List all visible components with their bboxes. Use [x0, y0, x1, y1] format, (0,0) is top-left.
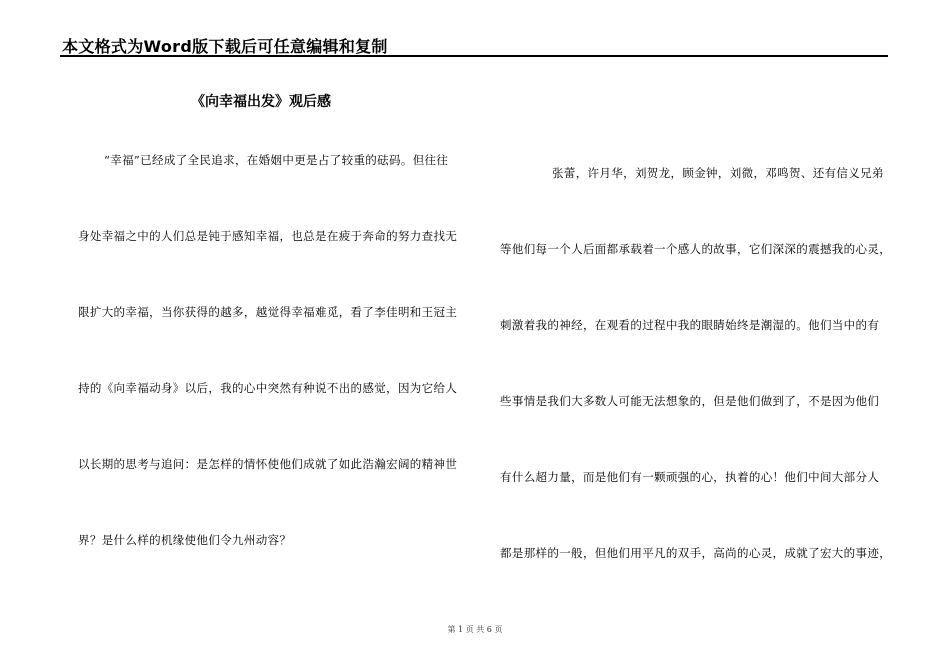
- paragraph-line: 界？是什么样的机缘使他们令九州动容？: [78, 533, 292, 547]
- paragraph-line: 张蕾，许月华，刘贺龙，顾金钟，刘微，邓鸣贺、还有信义兄弟: [552, 166, 884, 180]
- paragraph-line: 身处幸福之中的人们总是钝于感知幸福，也总是在疲于奔命的努力查找无: [78, 229, 458, 243]
- page-number: 第 1 页 共 6 页: [447, 625, 503, 634]
- paragraph-line: 刺激着我的神经，在观看的过程中我的眼睛始终是潮湿的。他们当中的有: [500, 318, 880, 332]
- paragraph-line: 些事情是我们大多数人可能无法想象的，但是他们做到了，不是因为他们: [500, 394, 880, 408]
- header-divider: [60, 55, 888, 57]
- paragraph-line: 有什么超力量，而是他们有一颗顽强的心，执着的心！他们中间大部分人: [500, 470, 880, 484]
- paragraph-line: 都是那样的一般，但他们用平凡的双手，高尚的心灵，成就了宏大的事迹，: [500, 546, 892, 560]
- paragraph-line: 等他们每一个人后面都承载着一个感人的故事，它们深深的震撼我的心灵，: [500, 242, 892, 256]
- document-title: 《向幸福出发》观后感: [191, 94, 331, 110]
- right-text-column: [500, 165, 892, 621]
- paragraph-line: 以长期的思考与追问：是怎样的情怀使他们成就了如此浩瀚宏阔的精神世: [78, 457, 458, 471]
- left-text-column: [78, 152, 462, 608]
- document-header: 本文格式为Word版下载后可任意编辑和复制: [62, 37, 388, 56]
- paragraph-line: 限扩大的幸福，当你获得的越多，越觉得幸福难觅，看了李佳明和王冠主: [78, 305, 458, 319]
- paragraph-line: “幸福”已经成了全民追求，在婚姻中更是占了较重的砝码。但往往: [104, 153, 449, 167]
- paragraph-line: 持的《向幸福动身》以后，我的心中突然有种说不出的感觉，因为它给人: [78, 381, 458, 395]
